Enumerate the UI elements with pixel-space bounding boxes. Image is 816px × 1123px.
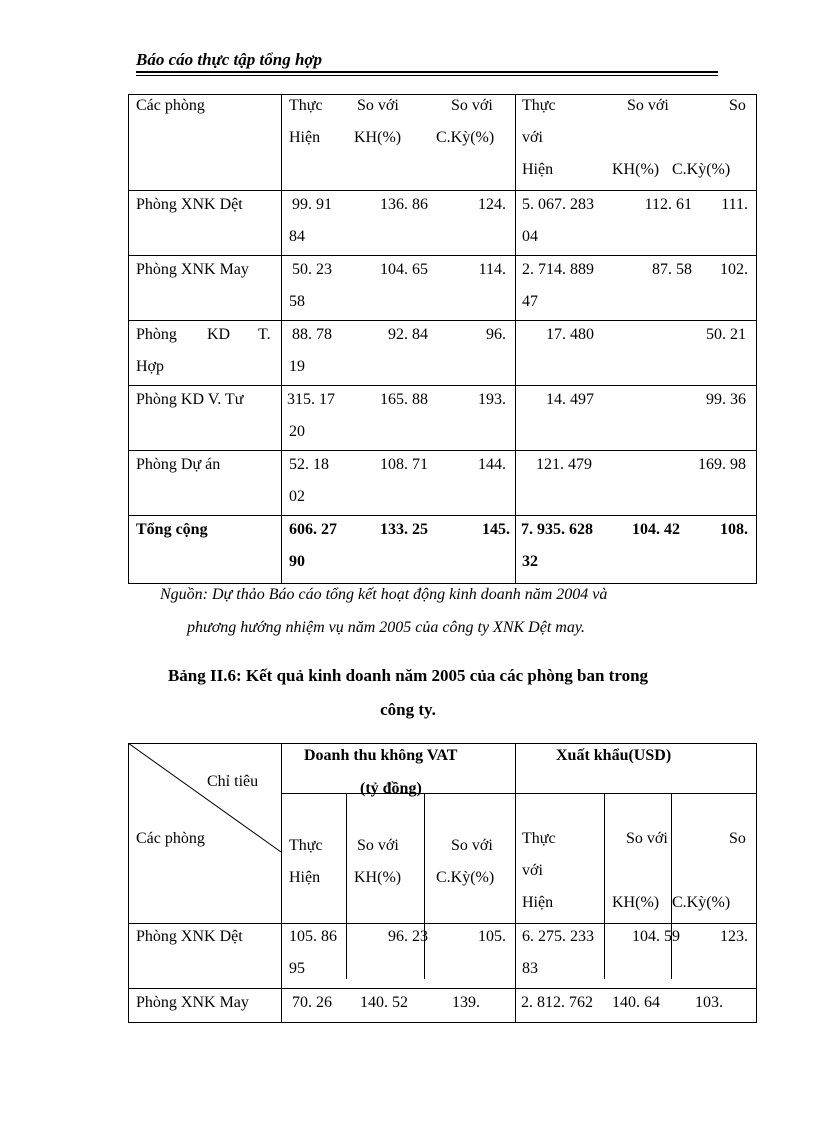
page-header: Báo cáo thực tập tổng hợp: [136, 50, 323, 69]
col-header-x-prev-2: C.Kỳ(%): [672, 161, 731, 178]
col-header-x-actual: Thực: [522, 97, 556, 114]
source-line-2: phương hướng nhiệm vụ năm 2005 của công ty XNK Dệt may.: [187, 619, 586, 636]
chi-tieu-label: Chỉ tiêu: [207, 773, 259, 790]
col-header-x-voi: với: [522, 129, 543, 146]
col-header-x-plan: So với: [627, 97, 669, 114]
group-header-export: Xuất khẩu(USD): [556, 747, 672, 764]
header-rule: [136, 71, 718, 73]
col-header-plan-2: KH(%): [354, 129, 402, 146]
col-header-plan: So với: [357, 97, 399, 114]
col-header-actual: Thực: [289, 97, 323, 114]
col-header-rooms: Các phòng: [136, 97, 205, 114]
source-line-1: Nguồn: Dự thảo Báo cáo tổng kết hoạt động kinh doanh năm 2004 và: [160, 586, 608, 603]
table-title-2: công ty.: [380, 700, 436, 719]
col-header-x-hien: Hiện: [522, 161, 554, 178]
table-title: Bảng II.6: Kết quả kinh doanh năm 2005 của các phòng ban trong: [167, 666, 649, 685]
group-header-revenue-unit: (tỷ đồng): [360, 780, 422, 797]
col-header-x-plan-2: KH(%): [612, 161, 660, 178]
col-header-actual-2: Hiện: [289, 129, 321, 146]
group-header-revenue: Doanh thu không VAT: [304, 747, 458, 764]
col-header-x-prev: So: [729, 97, 746, 114]
col-header-prev: So với: [451, 97, 493, 114]
col-header-prev-2: C.Kỳ(%): [436, 129, 495, 146]
col-header-rooms: Các phòng: [136, 830, 205, 847]
header-rule-thin: [136, 75, 718, 76]
